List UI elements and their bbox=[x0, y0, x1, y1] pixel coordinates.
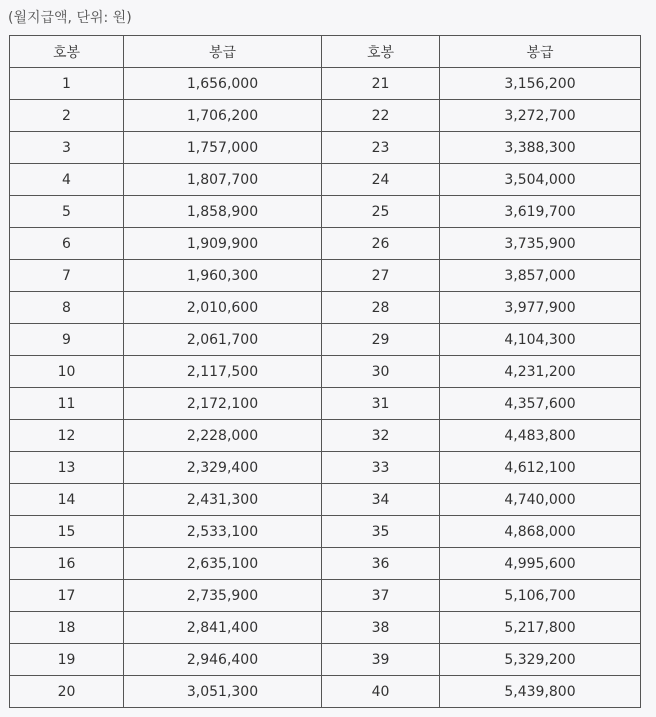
cell-grade-left: 18 bbox=[10, 612, 124, 644]
cell-grade-right: 26 bbox=[322, 228, 440, 260]
cell-salary-left: 2,635,100 bbox=[124, 548, 322, 580]
cell-salary-left: 2,431,300 bbox=[124, 484, 322, 516]
table-body bbox=[10, 68, 641, 708]
cell-grade-right: 23 bbox=[322, 132, 440, 164]
cell-grade-right: 25 bbox=[322, 196, 440, 228]
table-row bbox=[10, 420, 641, 452]
cell-grade-left: 8 bbox=[10, 292, 124, 324]
cell-salary-left: 2,841,400 bbox=[124, 612, 322, 644]
table-header bbox=[10, 36, 641, 68]
cell-grade-left: 14 bbox=[10, 484, 124, 516]
table-row bbox=[10, 516, 641, 548]
cell-salary-right: 3,977,900 bbox=[440, 292, 641, 324]
cell-salary-left: 1,858,900 bbox=[124, 196, 322, 228]
cell-grade-right: 37 bbox=[322, 580, 440, 612]
table-row bbox=[10, 260, 641, 292]
cell-grade-left: 4 bbox=[10, 164, 124, 196]
table-row bbox=[10, 292, 641, 324]
cell-salary-left: 2,946,400 bbox=[124, 644, 322, 676]
table-row bbox=[10, 548, 641, 580]
cell-salary-left: 2,010,600 bbox=[124, 292, 322, 324]
cell-grade-left: 10 bbox=[10, 356, 124, 388]
cell-salary-right: 4,740,000 bbox=[440, 484, 641, 516]
cell-grade-left: 6 bbox=[10, 228, 124, 260]
cell-salary-right: 3,272,700 bbox=[440, 100, 641, 132]
table-row bbox=[10, 676, 641, 708]
cell-grade-left: 19 bbox=[10, 644, 124, 676]
cell-grade-right: 28 bbox=[322, 292, 440, 324]
table-row bbox=[10, 580, 641, 612]
cell-grade-left: 2 bbox=[10, 100, 124, 132]
cell-salary-right: 5,106,700 bbox=[440, 580, 641, 612]
cell-grade-right: 27 bbox=[322, 260, 440, 292]
cell-salary-right: 3,156,200 bbox=[440, 68, 641, 100]
cell-grade-right: 36 bbox=[322, 548, 440, 580]
cell-salary-left: 1,706,200 bbox=[124, 100, 322, 132]
cell-grade-right: 32 bbox=[322, 420, 440, 452]
cell-grade-right: 34 bbox=[322, 484, 440, 516]
header-salary-right: 봉급 bbox=[440, 36, 641, 68]
cell-salary-right: 3,504,000 bbox=[440, 164, 641, 196]
cell-grade-left: 1 bbox=[10, 68, 124, 100]
table-row bbox=[10, 100, 641, 132]
cell-grade-left: 11 bbox=[10, 388, 124, 420]
cell-grade-left: 5 bbox=[10, 196, 124, 228]
cell-grade-left: 15 bbox=[10, 516, 124, 548]
cell-grade-right: 35 bbox=[322, 516, 440, 548]
cell-salary-left: 2,735,900 bbox=[124, 580, 322, 612]
cell-salary-right: 3,388,300 bbox=[440, 132, 641, 164]
table-caption: (월지급액, 단위: 원) bbox=[8, 10, 132, 26]
cell-grade-right: 24 bbox=[322, 164, 440, 196]
cell-grade-left: 17 bbox=[10, 580, 124, 612]
cell-salary-right: 4,357,600 bbox=[440, 388, 641, 420]
cell-grade-right: 40 bbox=[322, 676, 440, 708]
cell-salary-left: 2,228,000 bbox=[124, 420, 322, 452]
table-row bbox=[10, 356, 641, 388]
table-row bbox=[10, 484, 641, 516]
cell-salary-left: 1,757,000 bbox=[124, 132, 322, 164]
cell-grade-right: 22 bbox=[322, 100, 440, 132]
table-row bbox=[10, 228, 641, 260]
cell-salary-right: 4,995,600 bbox=[440, 548, 641, 580]
cell-grade-right: 29 bbox=[322, 324, 440, 356]
cell-salary-right: 4,868,000 bbox=[440, 516, 641, 548]
cell-salary-right: 3,735,900 bbox=[440, 228, 641, 260]
cell-grade-left: 3 bbox=[10, 132, 124, 164]
table-row bbox=[10, 68, 641, 100]
cell-grade-right: 21 bbox=[322, 68, 440, 100]
cell-grade-right: 39 bbox=[322, 644, 440, 676]
table-row bbox=[10, 452, 641, 484]
cell-salary-left: 1,960,300 bbox=[124, 260, 322, 292]
table-row bbox=[10, 388, 641, 420]
cell-salary-right: 5,217,800 bbox=[440, 612, 641, 644]
cell-salary-right: 3,619,700 bbox=[440, 196, 641, 228]
cell-grade-left: 16 bbox=[10, 548, 124, 580]
header-salary-left: 봉급 bbox=[124, 36, 322, 68]
table-row bbox=[10, 612, 641, 644]
cell-grade-right: 33 bbox=[322, 452, 440, 484]
table-row bbox=[10, 196, 641, 228]
cell-salary-left: 1,909,900 bbox=[124, 228, 322, 260]
cell-salary-left: 1,656,000 bbox=[124, 68, 322, 100]
cell-salary-left: 2,533,100 bbox=[124, 516, 322, 548]
table-row bbox=[10, 644, 641, 676]
header-grade-left: 호봉 bbox=[10, 36, 124, 68]
cell-salary-right: 3,857,000 bbox=[440, 260, 641, 292]
table-row bbox=[10, 324, 641, 356]
cell-salary-right: 4,104,300 bbox=[440, 324, 641, 356]
cell-grade-right: 30 bbox=[322, 356, 440, 388]
cell-grade-left: 13 bbox=[10, 452, 124, 484]
header-row bbox=[10, 36, 641, 68]
cell-salary-left: 2,329,400 bbox=[124, 452, 322, 484]
cell-salary-right: 5,329,200 bbox=[440, 644, 641, 676]
cell-salary-left: 2,117,500 bbox=[124, 356, 322, 388]
cell-salary-left: 3,051,300 bbox=[124, 676, 322, 708]
cell-salary-left: 2,061,700 bbox=[124, 324, 322, 356]
cell-grade-left: 20 bbox=[10, 676, 124, 708]
header-grade-right: 호봉 bbox=[322, 36, 440, 68]
cell-grade-right: 38 bbox=[322, 612, 440, 644]
table-row bbox=[10, 164, 641, 196]
cell-salary-right: 4,612,100 bbox=[440, 452, 641, 484]
cell-salary-left: 1,807,700 bbox=[124, 164, 322, 196]
cell-grade-left: 7 bbox=[10, 260, 124, 292]
cell-salary-right: 4,231,200 bbox=[440, 356, 641, 388]
cell-salary-left: 2,172,100 bbox=[124, 388, 322, 420]
cell-grade-left: 12 bbox=[10, 420, 124, 452]
cell-salary-right: 4,483,800 bbox=[440, 420, 641, 452]
table-row bbox=[10, 132, 641, 164]
cell-salary-right: 5,439,800 bbox=[440, 676, 641, 708]
cell-grade-left: 9 bbox=[10, 324, 124, 356]
cell-grade-right: 31 bbox=[322, 388, 440, 420]
salary-table bbox=[9, 35, 641, 708]
